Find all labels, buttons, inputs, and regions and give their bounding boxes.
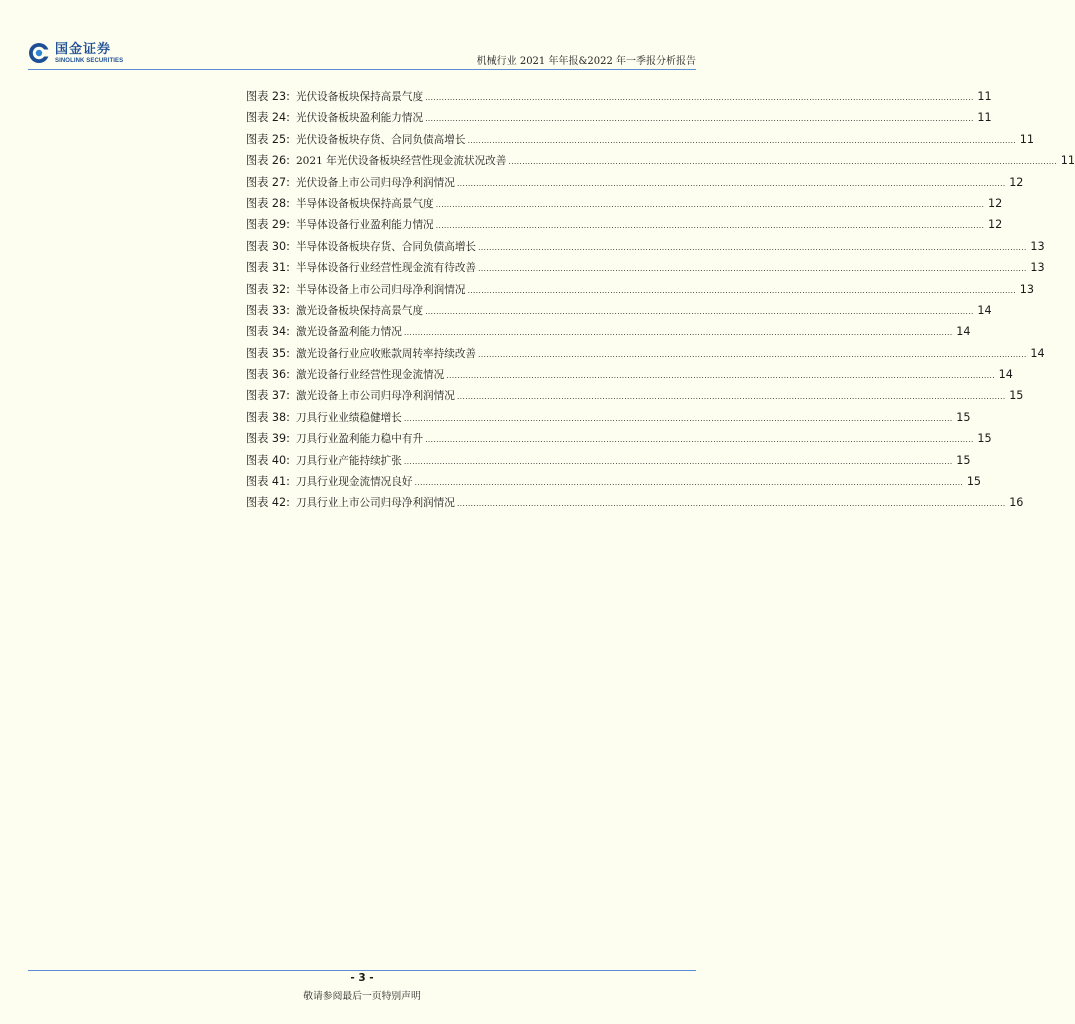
figure-label: 图表 39: — [246, 432, 290, 446]
toc-entry[interactable] — [246, 109, 992, 130]
logo-chinese-name: 国金证券 — [55, 41, 112, 57]
dot-leader: ........................................................................................................................................................................................................ — [435, 221, 985, 231]
figure-label: 图表 25: — [246, 132, 290, 146]
toc-entry[interactable] — [246, 195, 1003, 216]
dot-leader: ........................................................................................................................................................................................................ — [425, 93, 974, 102]
toc-entry[interactable] — [246, 216, 1003, 237]
footer-divider — [28, 970, 696, 971]
figure-label: 图表 28: — [246, 196, 290, 210]
figure-title: 半导体设备行业盈利能力情况 — [295, 219, 434, 232]
table-of-figures — [246, 88, 1075, 516]
figure-page-number: 13 — [1030, 239, 1045, 253]
figure-page-number: 16 — [1009, 496, 1024, 510]
toc-entry[interactable] — [246, 323, 971, 344]
dot-leader: ........................................................................................................................................................................................................ — [478, 349, 1027, 359]
page-number: - 3 - — [350, 972, 374, 984]
dot-leader: ........................................................................................................................................................................................................ — [446, 371, 995, 381]
sinolink-logo-icon — [28, 42, 50, 64]
figure-page-number: 11 — [977, 90, 992, 103]
dot-leader: ........................................................................................................................................................................................................ — [456, 392, 1006, 402]
dot-leader: ........................................................................................................................................................................................................ — [403, 413, 953, 423]
toc-entry[interactable] — [246, 473, 982, 494]
toc-entry[interactable] — [246, 152, 1075, 173]
figure-label: 图表 41: — [246, 475, 290, 489]
figure-title: 光伏设备板块盈利能力情况 — [295, 112, 424, 125]
dot-leader: ........................................................................................................................................................................................................ — [478, 242, 1027, 252]
dot-leader: ........................................................................................................................................................................................................ — [403, 328, 953, 338]
figure-title: 激光设备板块保持高景气度 — [295, 304, 424, 317]
dot-leader: ........................................................................................................................................................................................................ — [456, 499, 1006, 509]
page-header — [28, 38, 696, 68]
figure-title: 刀具行业上市公司归母净利润情况 — [295, 497, 455, 510]
toc-entry[interactable] — [246, 88, 992, 109]
figure-label: 图表 42: — [246, 496, 290, 510]
figure-title: 激光设备盈利能力情况 — [295, 326, 402, 339]
dot-leader: ........................................................................................................................................................................................................ — [425, 114, 974, 124]
figure-page-number: 14 — [998, 368, 1013, 382]
toc-entry[interactable] — [246, 259, 1045, 280]
figure-label: 图表 32: — [246, 282, 290, 296]
toc-entry[interactable] — [246, 387, 1024, 408]
toc-entry[interactable] — [246, 345, 1045, 366]
toc-entry[interactable] — [246, 409, 971, 430]
dot-leader: ........................................................................................................................................................................................................ — [456, 178, 1006, 188]
figure-page-number: 15 — [956, 453, 971, 467]
figure-title: 刀具行业现金流情况良好 — [295, 476, 413, 489]
figure-label: 图表 40: — [246, 453, 290, 467]
figure-page-number: 12 — [988, 218, 1003, 232]
toc-entry[interactable] — [246, 131, 1035, 152]
figure-label: 图表 24: — [246, 111, 290, 125]
figure-title: 刀具行业业绩稳健增长 — [295, 411, 402, 424]
figure-page-number: 14 — [1030, 346, 1045, 360]
figure-title: 光伏设备板块存货、合同负债高增长 — [295, 133, 466, 146]
figure-title: 半导体设备行业经营性现金流有待改善 — [295, 262, 477, 275]
figure-title: 刀具行业盈利能力稳中有升 — [295, 433, 424, 446]
figure-page-number: 11 — [977, 111, 992, 125]
figure-page-number: 11 — [1060, 154, 1075, 168]
toc-entry[interactable] — [246, 366, 1013, 387]
dot-leader: ........................................................................................................................................................................................................ — [508, 157, 1057, 167]
figure-title: 2021 年光伏设备板块经营性现金流状况改善 — [295, 155, 507, 168]
figure-page-number: 12 — [988, 196, 1003, 210]
dot-leader: ........................................................................................................................................................................................................ — [478, 264, 1027, 274]
toc-entry[interactable] — [246, 174, 1024, 195]
figure-label: 图表 27: — [246, 175, 290, 189]
dot-leader: ........................................................................................................................................................................................................ — [425, 435, 974, 445]
figure-page-number: 13 — [1030, 261, 1045, 275]
figure-title: 光伏设备板块保持高景气度 — [295, 91, 424, 103]
figure-title: 激光设备行业应收账款周转率持续改善 — [295, 347, 477, 360]
toc-entry[interactable] — [246, 430, 992, 451]
figure-page-number: 15 — [977, 432, 992, 446]
figure-label: 图表 37: — [246, 389, 290, 403]
figure-title: 激光设备行业经营性现金流情况 — [295, 369, 445, 382]
figure-label: 图表 33: — [246, 303, 290, 317]
company-logo — [28, 38, 123, 68]
figure-label: 图表 31: — [246, 261, 290, 275]
figure-label: 图表 38: — [246, 410, 290, 424]
figure-title: 激光设备上市公司归母净利润情况 — [295, 390, 455, 403]
figure-page-number: 13 — [1019, 282, 1035, 296]
dot-leader: ........................................................................................................................................................................................................ — [467, 285, 1017, 295]
figure-page-number: 14 — [977, 303, 992, 317]
dot-leader: ........................................................................................................................................................................................................ — [467, 135, 1017, 145]
disclaimer-note: 敬请参阅最后一页特别声明 — [303, 991, 421, 1002]
figure-label: 图表 26: — [246, 154, 290, 168]
figure-title: 半导体设备上市公司归母净利润情况 — [295, 283, 466, 296]
dot-leader: ........................................................................................................................................................................................................ — [435, 199, 985, 209]
figure-label: 图表 23: — [246, 90, 290, 103]
dot-leader: ........................................................................................................................................................................................................ — [425, 306, 974, 316]
figure-title: 半导体设备板块保持高景气度 — [295, 197, 434, 210]
figure-label: 图表 30: — [246, 239, 290, 253]
toc-entry[interactable] — [246, 494, 1024, 515]
figure-title: 光伏设备上市公司归母净利润情况 — [295, 176, 455, 189]
figure-label: 图表 36: — [246, 368, 290, 382]
toc-entry[interactable] — [246, 238, 1045, 259]
figure-label: 图表 29: — [246, 218, 290, 232]
toc-entry[interactable] — [246, 281, 1035, 302]
figure-label: 图表 35: — [246, 346, 290, 360]
figure-title: 刀具行业产能持续扩张 — [295, 454, 402, 467]
toc-entry[interactable] — [246, 452, 971, 473]
dot-leader: ........................................................................................................................................................................................................ — [414, 478, 964, 488]
figure-page-number: 15 — [966, 475, 982, 489]
logo-english-name: SINOLINK SECURITIES — [55, 57, 124, 64]
figure-page-number: 12 — [1009, 175, 1024, 189]
figure-page-number: 15 — [956, 410, 971, 424]
figure-label: 图表 34: — [246, 325, 290, 339]
figure-page-number: 14 — [956, 325, 971, 339]
report-title: 机械行业 2021 年年报&2022 年一季报分析报告 — [476, 56, 696, 67]
dot-leader: ........................................................................................................................................................................................................ — [403, 456, 953, 466]
header-divider — [28, 69, 696, 70]
figure-page-number: 15 — [1009, 389, 1024, 403]
figure-title: 半导体设备板块存货、合同负债高增长 — [295, 240, 477, 253]
toc-entry[interactable] — [246, 302, 992, 323]
figure-page-number: 11 — [1019, 132, 1035, 146]
